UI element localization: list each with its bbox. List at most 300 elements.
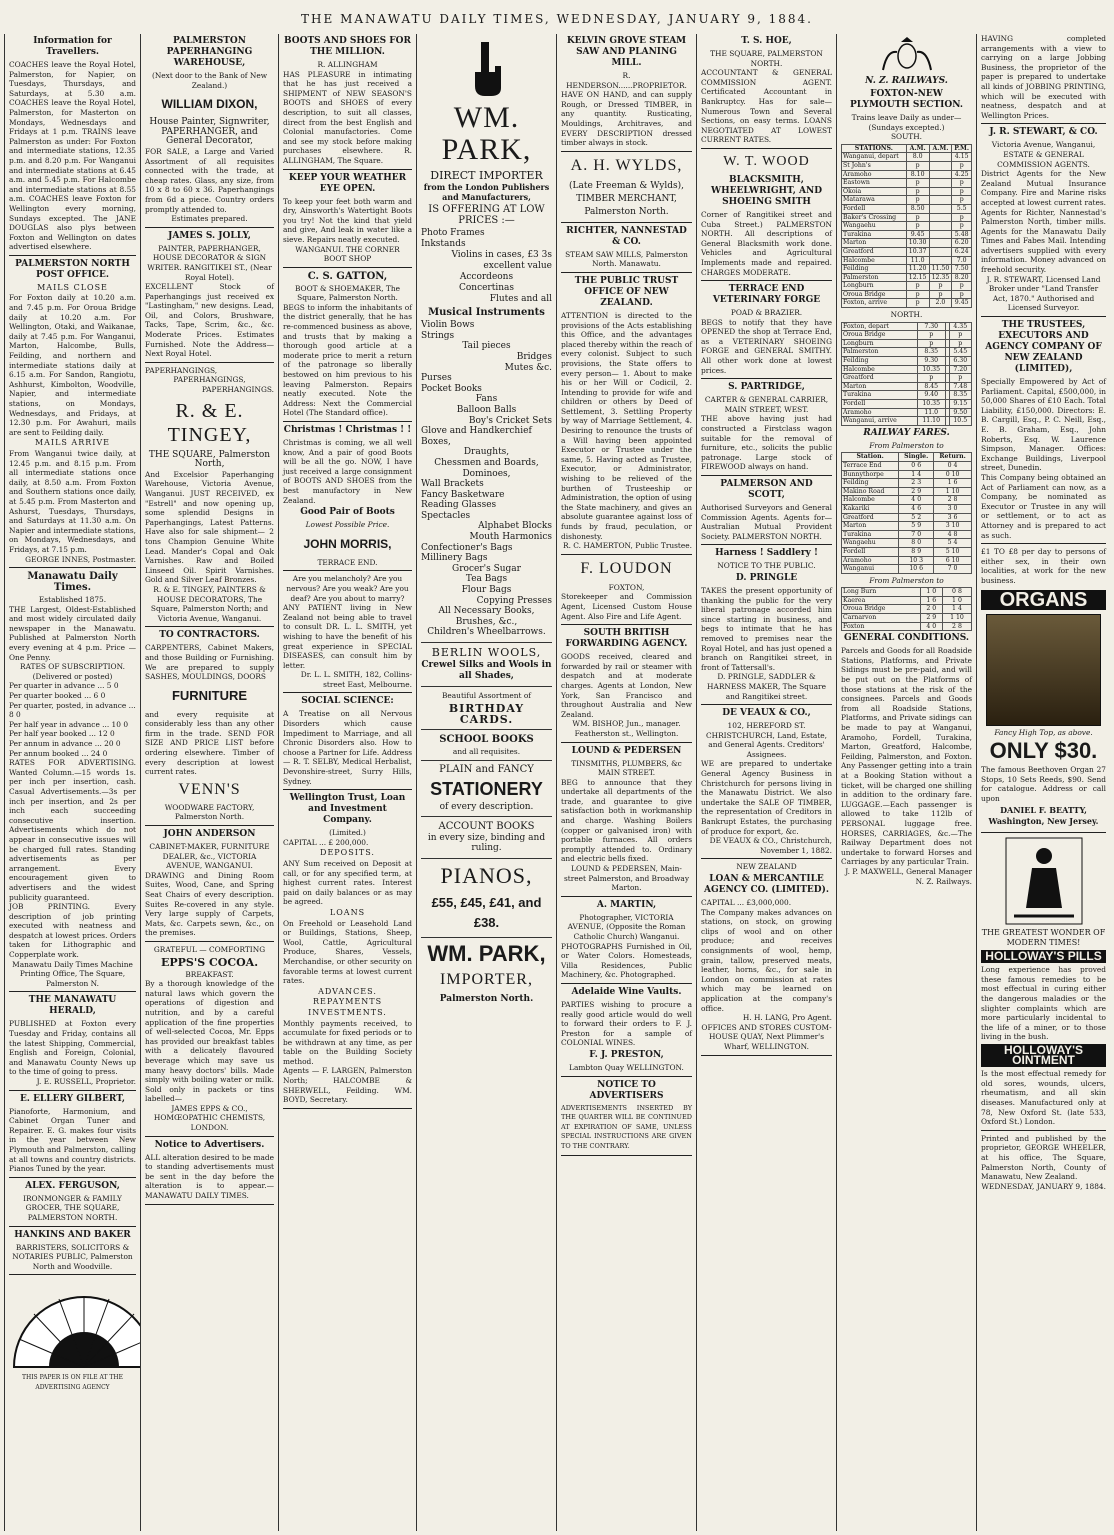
table-row bbox=[842, 487, 972, 496]
trustees-title: THE TRUSTEES, EXECUTORS AND AGENCY COMPANY OF NEW ZEALAND (LIMITED), bbox=[985, 320, 1102, 375]
account-books: ACCOUNT BOOKS bbox=[438, 821, 535, 833]
table-cell bbox=[929, 239, 952, 248]
table-cell: Foxton, arrive bbox=[842, 299, 907, 308]
notice-public: NOTICE TO THE PUBLIC. bbox=[717, 561, 816, 571]
table-cell: 7.50 bbox=[952, 265, 972, 274]
tingey-sub: THE SQUARE, Palmerston North, bbox=[148, 449, 271, 470]
pointing-hand-icon bbox=[467, 40, 507, 96]
table-cell: Oroua Bridge bbox=[842, 331, 918, 340]
table-cell: 0 8 bbox=[942, 588, 971, 597]
table-cell: 5 9 bbox=[899, 522, 934, 531]
jolly-title: JAMES S. JOLLY, bbox=[168, 230, 251, 241]
table-cell bbox=[929, 222, 952, 231]
table-row bbox=[842, 539, 972, 548]
terrace-forge-ad bbox=[701, 284, 832, 379]
tingey-ad bbox=[145, 366, 274, 627]
rate-line: Per half year in advance ... 10 0 bbox=[9, 719, 129, 729]
richter-ad bbox=[561, 226, 692, 273]
table-cell: 9.50 bbox=[949, 408, 971, 417]
offering-line: IS OFFERING AT LOW PRICES :— bbox=[428, 204, 545, 227]
post-office-notice bbox=[9, 259, 136, 568]
list-item: Strings bbox=[421, 330, 455, 341]
table-cell: 9.15 bbox=[949, 400, 971, 409]
table-row bbox=[842, 222, 972, 231]
table-cell: Feilding bbox=[842, 265, 907, 274]
epps-title: EPPS'S COCOA. bbox=[160, 955, 259, 969]
loans-heading: LOANS bbox=[329, 907, 366, 917]
table-cell: 1 6 bbox=[920, 596, 942, 605]
table-cell: Foxton bbox=[842, 622, 921, 631]
gatton-ad bbox=[283, 271, 412, 422]
table-cell: 1 0 bbox=[920, 588, 942, 597]
table-cell: Turakina bbox=[842, 530, 899, 539]
palm-warehouse-title: PALMERSTON PAPERHANGING WAREHOUSE, bbox=[166, 36, 253, 68]
table-cell: p bbox=[952, 213, 972, 222]
dixon-body: FOR SALE, a Large and Varied Assortment of all requisites connected with the trade, at cheap rates. Glass, any size, from 10 x 8 to 60 x 36. Paperhangings from 6d a piece. Country orders promptly attended to. bbox=[145, 146, 274, 214]
wood-ad bbox=[701, 153, 832, 281]
list-item: Flutes and all bbox=[489, 294, 552, 305]
table-cell: 10 6 bbox=[899, 565, 934, 574]
table-cell: 11.0 bbox=[917, 408, 945, 417]
table-row bbox=[842, 382, 972, 391]
south-british-title: SOUTH BRITISH FORWARDING AGENCY. bbox=[565, 628, 688, 650]
importer-heading: IMPORTER, bbox=[440, 970, 533, 988]
terrace-body: BEGS to notify that they have OPENED the shop at Terrace End, as a VETERINARY SHOEING FORGE and GENERAL SMITHY. All other work done at lowest prices. bbox=[701, 317, 832, 375]
table-row bbox=[842, 256, 972, 265]
school-sub: and all requisites. bbox=[452, 746, 521, 756]
col-header: STATIONS. bbox=[842, 144, 907, 153]
richter-title: RICHTER, NANNESTAD & CO. bbox=[566, 225, 687, 247]
surveyors-title: PALMERSON AND SCOTT, bbox=[720, 479, 813, 500]
ferguson-ad bbox=[9, 1181, 136, 1227]
table-cell: 3 0 bbox=[934, 504, 972, 513]
contractors-body: CARPENTERS, Cabinet Makers, and those Building or Furnishing. We are prepared to supply SASHES, MOULDINGS, DOORS bbox=[145, 643, 274, 682]
table-cell: p bbox=[949, 339, 971, 348]
loudon-title: F. LOUDON bbox=[580, 559, 673, 577]
contractors-title: TO CONTRACTORS. bbox=[159, 630, 260, 641]
goods-body: GOODS received, cleared and forwarded by rail or steamer with despatch and at moderate charges. Agents at London, New York, San Francisco and throughout Australia and New Zealand. bbox=[561, 652, 692, 719]
partridge-title: S. PARTRIDGE, bbox=[728, 382, 805, 393]
table-cell: Greatford bbox=[842, 374, 918, 383]
tingey-sign: R. & E. TINGEY, PAINTERS & HOUSE DECORATORS, The Square, Palmerston North; and Victoria Avenue, Wanganui. bbox=[150, 584, 269, 623]
table-row bbox=[842, 213, 972, 222]
organ-body: The famous Beethoven Organ 27 Stops, 10 Sets Reeds, $90. Send for catalogue. Address or call upon bbox=[981, 765, 1106, 803]
list-item: Dominoes, bbox=[462, 468, 511, 479]
railways-title: N. Z. RAILWAYS. bbox=[865, 76, 948, 86]
table-row bbox=[842, 596, 972, 605]
column-3 bbox=[278, 34, 416, 1531]
jobbing-body: HAVING completed arrangements with a view to carrying on a large Jobbing Business, the proprietor of the paper is prepared to undertake all kinds of JOBBING PRINTING, which will be executed with neatness, despatch and at Wellington Prices. bbox=[981, 34, 1106, 120]
preston-body: PARTIES wishing to procure a really good article would do well to forward their orders to F. J. Preston for a sample of COLONIAL WINES. bbox=[561, 999, 692, 1048]
holloway-figure-icon bbox=[1004, 836, 1084, 926]
anderson-ad bbox=[145, 829, 274, 942]
beatty-line: DANIEL F. BEATTY, Washington, New Jersey. bbox=[988, 805, 1099, 827]
table-row bbox=[842, 357, 972, 366]
loudon-ad bbox=[561, 559, 692, 625]
birthday-pre: Beautiful Assortment of bbox=[441, 691, 532, 700]
table-cell: 4.35 bbox=[949, 322, 971, 331]
table-row bbox=[842, 461, 972, 470]
job-printing: JOB PRINTING. Every description of job printing executed with neatness and despatch at lowest prices. Orders taken for Lithographic and Copperplate work. bbox=[9, 902, 136, 960]
table-cell: 1 6 bbox=[934, 479, 972, 488]
table-cell: 5 4 bbox=[934, 539, 972, 548]
north-label: NORTH. bbox=[890, 310, 923, 320]
table-row bbox=[842, 153, 972, 162]
park-title-2: WM. PARK, bbox=[427, 940, 546, 966]
table-cell: 0 6 bbox=[899, 461, 934, 470]
hoe-title: T. S. HOE, bbox=[741, 36, 792, 46]
table-cell: 5.45 bbox=[949, 348, 971, 357]
herald-title: THE MANAWATU HERALD, bbox=[28, 995, 117, 1017]
table-cell: 6.24 bbox=[952, 247, 972, 256]
table-cell: p bbox=[952, 187, 972, 196]
ferguson-title: ALEX. FERGUSON, bbox=[25, 1180, 120, 1191]
table-cell bbox=[929, 256, 952, 265]
table-cell: Turakina bbox=[842, 391, 918, 400]
gilbert-title: E. ELLERY GILBERT, bbox=[19, 1093, 126, 1104]
table-cell bbox=[929, 153, 952, 162]
stationery-heading: STATIONERY bbox=[430, 778, 543, 799]
pringle-ad bbox=[701, 548, 832, 705]
rate-line: Per quarter booked ... 6 0 bbox=[9, 691, 106, 701]
table-cell: 4 0 bbox=[920, 622, 942, 631]
lound-body: BEG to announce that they undertake all departments of the trade, and guarantee to give satisfaction both in workmanship and charge. Washing Boilers (copper or galvanised iron) with portable furnaces. All orders promptly attended to. Ordinary and electric bells fixed. bbox=[561, 777, 692, 864]
wheel-caption: THIS PAPER IS ON FILE AT THE ADVERTISING AGENCY bbox=[21, 1374, 124, 1391]
epps-body: By a thorough knowledge of the natural laws which govern the operations of digestion and nutrition, and by a careful application of the fine properties of well-selected Cocoa, Mr. Epps has provided our breakfast tables with a delicately flavoured beverage which may save us many heavy doctors' bills. Made simply with boiling water or milk. Sold only in packets or tins labelled— bbox=[145, 979, 274, 1104]
table-cell: Foxton, depart bbox=[842, 322, 918, 331]
table-cell: 2 3 bbox=[899, 479, 934, 488]
table-cell: 10.37 bbox=[906, 247, 929, 256]
organ-ad bbox=[981, 547, 1106, 833]
trust-title: THE PUBLIC TRUST OFFICE OF NEW ZEALAND. bbox=[574, 275, 679, 308]
table-cell: p bbox=[952, 290, 972, 299]
pianos-heading: PIANOS, bbox=[440, 862, 533, 888]
table-cell: 8 0 bbox=[899, 539, 934, 548]
trustees-ad bbox=[981, 320, 1106, 544]
gilbert-ad bbox=[9, 1094, 136, 1178]
table-cell: 8.35 bbox=[949, 391, 971, 400]
table-cell: 9.30 bbox=[917, 357, 945, 366]
list-item: Copying Presses bbox=[476, 595, 552, 606]
kelvin-prop: R. HENDERSON......PROPRIETOR. bbox=[566, 71, 687, 90]
table-cell: Longburn bbox=[842, 282, 907, 291]
furniture-body: and every requisite at considerably less than any other firm in the trade. SEND FOR SIZE AND PRICE LIST before ordering elsewhere. Timber of every description at lowest current rates. bbox=[145, 709, 274, 777]
pianos-prices: £55, £45, £41, and £38. bbox=[431, 894, 542, 930]
printing-office: Manawatu Daily Times Machine Printing Office, The Square, Palmerston N. bbox=[12, 959, 133, 988]
science-body: A Treatise on all Nervous Disorders which cause Impediment to Marriage, and all Chronic Disorders also. How to choose a Partner for Life. Address— R. T. SELBY, Medical Herbalist, Devonshire-street, Surry Hills, Sydney. bbox=[283, 709, 412, 786]
trust-body: ATTENTION is directed to the provisions of the Acts establishing this Office, and the advantages placed thereby within the reach of every colonist. Subject to such provisions, the State offers to every person— 1. About to make his or her Will or Codicil, 2. Intending to provide for wife and children or others by Deed of Settlement, 3. Settling Property by way of Marriage Settlement, 4. Desiring to renounce the trusts of a Will having been appointed Executor or Trustee under the same, 5. Having acted as Trustee, Executor, or Administrator, wishing to be relieved of the burthen of Trusteeship or Administration, the option of using the State machinery, and gives an absolute guarantee against loss of funds by fraud, peculation, or dishonesty. bbox=[561, 310, 692, 541]
table-cell: 8.35 bbox=[917, 348, 945, 357]
christmas-body: Christmas is coming, we all well know, And a pair of good Boots will be all the go. NOW, I have just received a large consignment of BOOTS AND SHOES from the best manufactory in New Zealand. bbox=[283, 438, 412, 505]
table-row bbox=[842, 273, 972, 282]
table-cell: Oroua Bridge bbox=[842, 605, 921, 614]
table-cell: Bunnythorpe bbox=[842, 470, 899, 479]
table-cell: 5 2 bbox=[899, 513, 934, 522]
conditions-body: Parcels and Goods for all Roadside Stations, Platforms, and Private Sidings must be pre-paid, and will be put out on the Platforms of those stations at the risk of the consignees. Parcels and Goods from all Roadside Stations, Platforms, and Private sidings can be made to pay at Wanganui, Aramoho, Fordell, Turakina, Marton, Greatford, Halcombe, Feilding, Palmerston, and Foxton. Any Passenger getting into a train at a Booking Station without a ticket, will be charged one shilling in addition to the ordinary fare. LUGGAGE.—Each passenger is allowed to take 112lb of PERSONAL luggage free. HORSES, CARRIAGES, &c.—The Railway Department does not undertake to forward Horses and Carriages by any particular Train. bbox=[841, 646, 972, 867]
list-item: Flour Bags bbox=[461, 585, 512, 596]
table-cell: 2 9 bbox=[920, 614, 942, 623]
column-5 bbox=[556, 34, 696, 1531]
martin-title: A. MARTIN, bbox=[596, 899, 657, 910]
south-british-ad bbox=[561, 628, 692, 742]
list-item: Reading Glasses bbox=[421, 500, 497, 511]
venns-sub: WOODWARE FACTORY, Palmerston North. bbox=[164, 802, 255, 822]
nz-loan-ad bbox=[701, 862, 832, 1055]
list-item: Violins in cases, £3 3s bbox=[451, 250, 552, 261]
table-cell: Halcombe bbox=[842, 496, 899, 505]
nz-capital: CAPITAL ... £3,000,000. bbox=[701, 898, 792, 907]
organ-price-line: £1 TO £8 per day to persons of either sex, in their own localities, at work for the new business. bbox=[981, 547, 1106, 585]
imprint-date: WEDNESDAY, JANUARY 9, 1884. bbox=[981, 1181, 1106, 1191]
table-cell: 11.0 bbox=[906, 256, 929, 265]
organ-caption: Fancy High Top, as above. bbox=[994, 727, 1093, 737]
table-row bbox=[842, 614, 972, 623]
table-row bbox=[842, 348, 972, 357]
paperhangings-1: PAPERHANGINGS, bbox=[145, 365, 218, 375]
park-location: Palmerston North. bbox=[439, 993, 534, 1004]
martin-body: PHOTOGRAPHS Furnished in Oil, or Water Colors. Homesteads, Villa Residences, Public Machinery, &c. Photographed. bbox=[561, 941, 692, 980]
table-cell: p bbox=[906, 161, 929, 170]
table-cell: 10 3 bbox=[899, 556, 934, 565]
daily-times-ad bbox=[9, 571, 136, 992]
table-cell: Palmerston bbox=[842, 273, 907, 282]
table-cell: 10.30 bbox=[906, 239, 929, 248]
table-cell: p bbox=[952, 179, 972, 188]
nz-loan-offices: OFFICES AND STORES CUSTOM-HOUSE QUAY, Next Plimmer's Wharf, WELLINGTON. bbox=[701, 1022, 832, 1051]
christmas-ad bbox=[283, 425, 412, 571]
column-8 bbox=[976, 34, 1110, 1531]
table-cell: 4.25 bbox=[952, 170, 972, 179]
holloway-pills-banner: HOLLOWAY'S PILLS bbox=[981, 950, 1106, 964]
table-cell: 2.0 bbox=[929, 299, 952, 308]
wylds-ad bbox=[561, 156, 692, 223]
col-header: Return. bbox=[934, 453, 972, 462]
organs-heading: ORGANS bbox=[981, 590, 1106, 610]
table-cell: Oroua Bridge bbox=[842, 290, 907, 299]
wylds-title: A. H. WYLDS, bbox=[570, 156, 683, 174]
table-cell: Greatford bbox=[842, 513, 899, 522]
deposits-body: ANY Sum received on Deposit at call, or for any specified term, at highest current rates. Interest paid on daily balances or as may be agreed. bbox=[283, 859, 412, 907]
table-cell: 1 4 bbox=[899, 470, 934, 479]
kelvin-body: HAVE ON HAND, and can supply Rough, or Dressed TIMBER, in any quantity. Rusticating, Mouldings, Architraves, and EVERY DESCRIPTION dressed timber always in stock. bbox=[561, 90, 692, 148]
epps-sub: BREAKFAST. bbox=[185, 969, 234, 979]
south-label: SOUTH. bbox=[890, 132, 923, 142]
science-ad bbox=[283, 696, 412, 790]
science-title: SOCIAL SCIENCE: bbox=[301, 696, 394, 707]
table-cell: 8.0 bbox=[906, 153, 929, 162]
table-row bbox=[842, 565, 972, 574]
table-row bbox=[842, 470, 972, 479]
table-cell: Greatford bbox=[842, 247, 907, 256]
table-row bbox=[842, 187, 972, 196]
wood-body: Corner of Rangitikei street and Cuba Street.) PALMERSTON NORTH. All descriptions of General Blacksmith work done. Vehicles and Agricultural Implements made and repaired. CHARGES MODERATE. bbox=[701, 209, 832, 277]
table-cell: 7.0 bbox=[952, 256, 972, 265]
list-item: Balloon Balls bbox=[456, 404, 517, 415]
table-cell: 0 10 bbox=[934, 470, 972, 479]
table-cell: Fordell bbox=[842, 547, 899, 556]
list-item: Mouth Harmonics bbox=[469, 532, 552, 543]
richter-sub: STEAM SAW MILLS, Palmerston North. Manawatu. bbox=[565, 249, 688, 269]
table-cell: p bbox=[906, 179, 929, 188]
table-row bbox=[842, 322, 972, 331]
limited-label: (Limited.) bbox=[329, 828, 366, 838]
table-cell: Aramoho bbox=[842, 170, 907, 179]
list-item: Children's Wheelbarrows. bbox=[427, 627, 546, 638]
advertising-wheel-icon bbox=[9, 1279, 140, 1369]
dixon-ad bbox=[145, 36, 274, 228]
notice-advertisers bbox=[145, 1140, 274, 1205]
trains-note: Trains leave Daily as under— (Sundays excepted.) bbox=[851, 113, 962, 132]
table-row bbox=[842, 417, 972, 426]
dixon-name: WILLIAM DIXON, bbox=[161, 97, 258, 112]
table-cell: Palmerston bbox=[842, 348, 918, 357]
notice-quarter-ad bbox=[561, 1080, 692, 1156]
list-item: Alphabet Blocks bbox=[478, 521, 552, 532]
deveaux-title: DE VEAUX & CO., bbox=[722, 708, 811, 719]
stewart-body: District Agents for the New Zealand Mutual Insurance Company. Fire and Marine risks accepted at lowest current rates. Agents for Richter, Nannestad's Palmerston North, timber mills. Agents for the Manawatu Daily Times and Fabes Mail. Intending advertisers supplied with every information. Money advanced on freehold security. bbox=[981, 169, 1106, 275]
list-item: Inkstands bbox=[421, 239, 466, 250]
table-cell: 6.30 bbox=[949, 357, 971, 366]
table-cell: Terrace End bbox=[842, 461, 899, 470]
deveaux-sub: 102, HEREFORD ST. CHRISTCHURCH, Land, Estate, and General Agents. Creditors' Assignees. bbox=[705, 721, 828, 759]
ferguson-sub: IRONMONGER & FAMILY GROCER, THE SQUARE, PALMERSTON NORTH. bbox=[23, 1193, 122, 1222]
martin-sub: Photographer, VICTORIA AVENUE, (Opposite the Roman Catholic Church) Wanganui. bbox=[567, 912, 686, 941]
park-from: from the London Publishers and Manufacturers, bbox=[423, 182, 550, 202]
bishop-sign: WM. BISHOP, Jun., manager. Featherston st., Wellington. bbox=[572, 719, 681, 738]
jobbing-ad bbox=[981, 34, 1106, 124]
jolly-sub: PAINTER, PAPERHANGER, HOUSE DECORATOR & SIGN WRITER. RANGITIKEI ST., (Near Royal Hotel). bbox=[147, 243, 272, 282]
epps-sign: JAMES EPPS & CO., HOMŒOPATHIC CHEMISTS, LONDON. bbox=[153, 1103, 266, 1133]
table-cell: Feilding bbox=[842, 479, 899, 488]
stationery-sub: of every description. bbox=[439, 801, 534, 812]
wylds-sub: (Late Freeman & Wylds), TIMBER MERCHANT, Palmerston North. bbox=[568, 180, 685, 217]
pringle-sign: D. PRINGLE, SADDLER & HARNESS MAKER, The Square and Rangitikei street. bbox=[707, 672, 826, 701]
venns-title: VENN'S bbox=[178, 780, 241, 798]
rate-line: Per quarter in advance ... 5 0 bbox=[9, 681, 119, 691]
stewart-sign: J. R. STEWART, Licensed Land Broker under "Land Transfer Act, 1870." Authorised and Licensed Surveyor. bbox=[986, 274, 1101, 313]
table-cell: 8.10 bbox=[906, 170, 929, 179]
table-cell: Feilding bbox=[842, 357, 918, 366]
gatton-title: C. S. GATTON, bbox=[307, 270, 388, 282]
table-cell: p bbox=[929, 282, 952, 291]
deveaux-body: WE are prepared to undertake General Agency Business in Christchurch for persons living in the Manawatu District. We also undertake the SALE OF TIMBER, the representation of Creditors in Bankrupt Estates, the purchasing of produce for export, &c. bbox=[701, 759, 832, 836]
palm-warehouse-sub: (Next door to the Bank of New Zealand.) bbox=[151, 71, 268, 90]
hankins-title: HANKINS AND BAKER bbox=[14, 1229, 131, 1240]
table-cell: Fordell bbox=[842, 400, 918, 409]
allingham-ad bbox=[283, 36, 412, 170]
gilbert-body: Pianoforte, Harmonium, and Cabinet Organ Tuner and Repairer. E. G. makes four visits in the year between New Plymouth and Palmerston, calling at all towns and country districts. Pianos Tuned by the year. bbox=[9, 1106, 136, 1174]
col-header: A.M. bbox=[929, 144, 952, 153]
wanganui-corner: WANGANUI. THE CORNER BOOT SHOP bbox=[295, 244, 400, 264]
lound-title: LOUND & PEDERSEN bbox=[571, 745, 682, 756]
table-row bbox=[842, 331, 972, 340]
royal-crest-icon bbox=[877, 36, 937, 74]
col-header: Single. bbox=[899, 453, 934, 462]
table-cell: 9.45 bbox=[906, 230, 929, 239]
table-cell: 2 9 bbox=[899, 487, 934, 496]
dixon-estimates: Estimates prepared. bbox=[171, 214, 248, 224]
smith-sign: Dr. L. L. SMITH, 182, Collins-street East, Melbourne. bbox=[300, 670, 412, 689]
holloway-ad bbox=[981, 836, 1106, 1130]
table-cell: 6 10 bbox=[934, 556, 972, 565]
travellers-title: Information for Travellers. bbox=[33, 36, 112, 57]
table-row bbox=[842, 605, 972, 614]
table-cell bbox=[929, 230, 952, 239]
paperhangings-3: PAPERHANGINGS. bbox=[201, 385, 274, 395]
table-cell: p bbox=[949, 374, 971, 383]
allingham-body: HAS PLEASURE in intimating that he has just received a SHIPMENT of NEW SEASON'S BOOTS and SHOES of every description, to suit all classes, direct from the best English and Colonial manufactories. Come and see my stock before making purchases elsewhere. R. ALLINGHAM, The Square. bbox=[283, 69, 412, 165]
column-4 bbox=[416, 34, 556, 1531]
rate-line: Per annum in advance ... 20 0 bbox=[9, 739, 121, 748]
table-cell: 7 0 bbox=[899, 530, 934, 539]
foxton-section: FOXTON-NEW PLYMOUTH SECTION. bbox=[850, 89, 963, 110]
table-cell bbox=[929, 170, 952, 179]
list-item: Fancy Basketware bbox=[421, 489, 505, 500]
table-row bbox=[842, 299, 972, 308]
wellington-trust-ad bbox=[283, 793, 412, 1109]
table-cell: Fordell bbox=[842, 204, 907, 213]
table-row bbox=[842, 290, 972, 299]
gatton-sub: BOOT & SHOEMAKER, The Square, Palmerston North. bbox=[294, 283, 400, 303]
list-item: Tea Bags bbox=[465, 574, 508, 585]
table-cell: Baker's Crossing bbox=[842, 213, 907, 222]
deveaux-sign: DE VEAUX & CO., Christchurch, November 1, 1882. bbox=[709, 836, 832, 855]
gatton-body: BEGS to inform the inhabitants of the district generally, that he has re-commenced business as above, and trusts that by making a thorough good article at a moderate price to merit a return of the patronage so liberally bestowed on him previous to his leaving Palmerston. Repairs neatly executed. Note the Address: Next the Commercial Hotel (The Standard office). bbox=[283, 302, 412, 418]
table-cell: Kaerea bbox=[842, 596, 921, 605]
table-cell: 5 10 bbox=[934, 547, 972, 556]
tingey-body: And Excelsior Paperhanging Warehouse, Victoria Avenue, Wanganui. JUST RECEIVED, ex "Estrell" and now opening up, some splendid Designs in Paperhangings, Latest Patterns. Have also for sale shipment— 2 tons Champion Genuine White Lead. Mander's Copal and Oak Varnishes. Raw and Boiled Linseed Oil. Spirit Varnishes. Gold and Silver Leaf Bronzes. bbox=[145, 469, 274, 585]
column-1 bbox=[4, 34, 140, 1531]
table-cell: 0 4 bbox=[934, 461, 972, 470]
list-item: Confectioner's Bags bbox=[421, 542, 513, 553]
table-cell: 11.50 bbox=[929, 265, 952, 274]
mails-arrive-heading: MAILS ARRIVE bbox=[34, 438, 111, 448]
table-cell: Wanganui, arrive bbox=[842, 417, 918, 426]
table-cell: 12.35 bbox=[929, 273, 952, 282]
fares-title: RAILWAY FARES. bbox=[863, 427, 950, 438]
adelaide-title: Adelaide Wine Vaults. bbox=[571, 986, 682, 997]
wellington-trust-title: Wellington Trust, Loan and Investment Company. bbox=[289, 793, 406, 826]
table-cell: p bbox=[952, 282, 972, 291]
table-cell: St John's bbox=[842, 161, 907, 170]
table-cell: Turakina bbox=[842, 230, 907, 239]
table-cell: p bbox=[917, 331, 945, 340]
wood-title: W. T. WOOD bbox=[723, 153, 810, 169]
pringle-title: D. PRINGLE bbox=[735, 572, 798, 583]
list-item: Chessmen and Boards, bbox=[434, 457, 539, 468]
table-row bbox=[842, 239, 972, 248]
notice-quarter-title: NOTICE TO ADVERTISERS bbox=[589, 1079, 664, 1101]
items-list-1 bbox=[421, 228, 552, 305]
conditions-sign: J. P. MAXWELL, General Manager N. Z. Railways. bbox=[845, 866, 972, 886]
surveyors-ad bbox=[701, 479, 832, 545]
table-cell: Marton bbox=[842, 522, 899, 531]
table-row bbox=[842, 547, 972, 556]
jolly-body: EXCELLENT Stock of Paperhangings just received ex "Lastingham," new designs. Lead, Oil, and Colors, Brushware, Tacks, Tape, Scrim, &c., &c. Moderate Prices. Estimates Furnished. Note the Address—Next Royal Hotel. bbox=[145, 282, 274, 359]
trustees-body-2: This Company being obtained an Act of Parliament can now, as a Company, be nominated as Executor or Trustee in any will or settlement, or to act as Attorney and is prepared to act as such. bbox=[981, 472, 1106, 540]
list-item: Spectacles bbox=[421, 510, 471, 521]
terrace-title: TERRACE END VETERINARY FORGE bbox=[712, 284, 821, 306]
table-cell: p bbox=[952, 222, 972, 231]
items-list-2 bbox=[421, 320, 552, 638]
table-cell: 1 10 bbox=[942, 614, 971, 623]
list-item: Accordeons bbox=[459, 272, 514, 283]
table-cell: 2 0 bbox=[920, 605, 942, 614]
table-cell: 10.35 bbox=[917, 365, 945, 374]
table-cell: 9.40 bbox=[917, 391, 945, 400]
fares-from: From Palmerston to bbox=[869, 440, 944, 450]
surveyors-body: Authorised Surveyors and General Commission Agents. Agents for—Australian Mutual Provident Society. PALMERSTON NORTH. bbox=[701, 503, 832, 541]
